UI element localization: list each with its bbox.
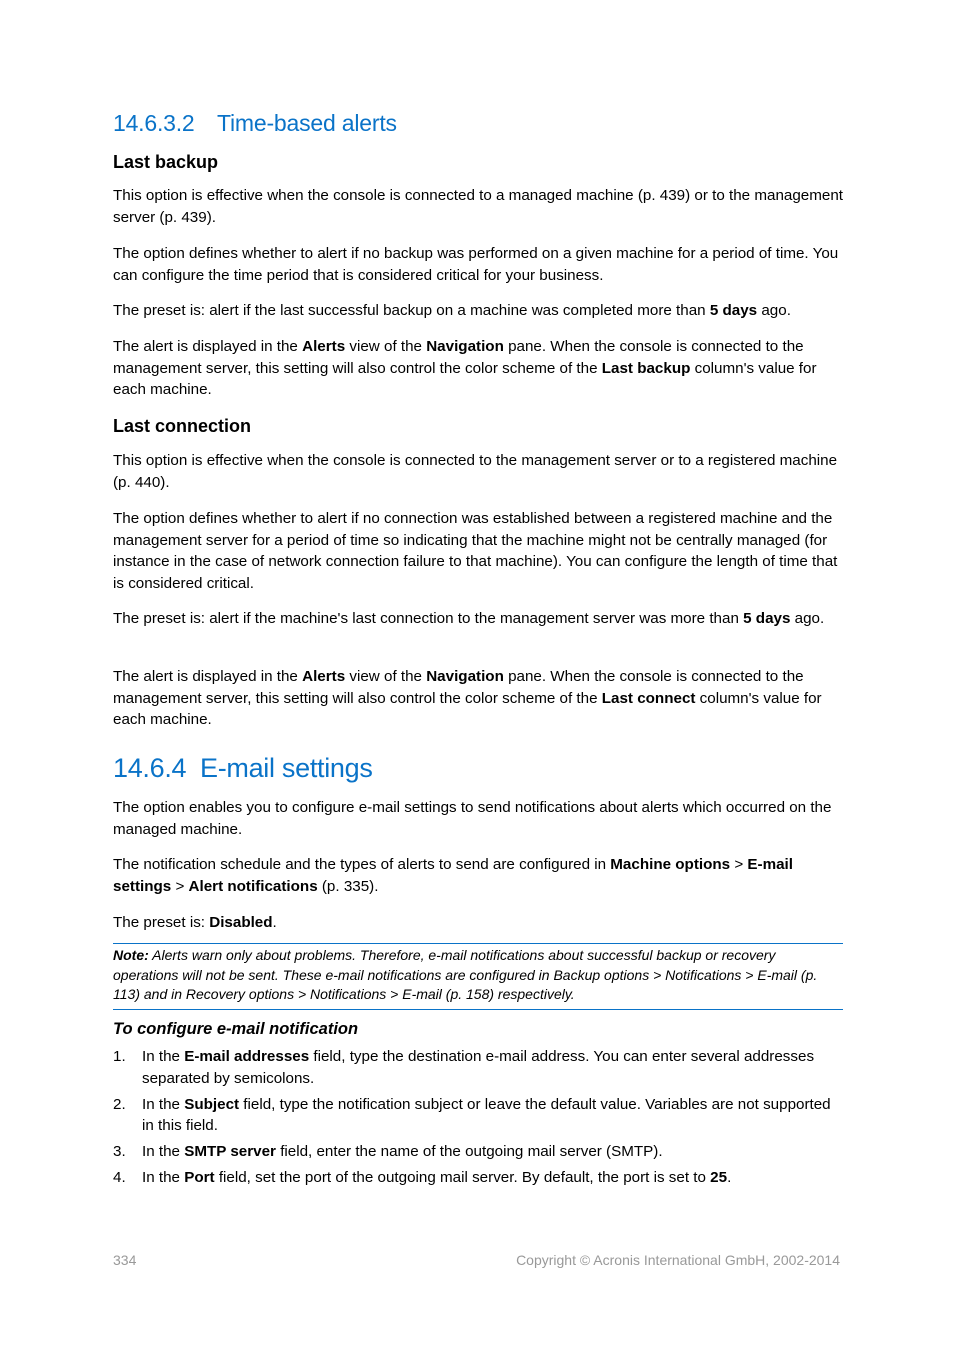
subsection-title: Time-based alerts (217, 110, 397, 136)
email-paragraph-2: The notification schedule and the types of alerts to send are configured in Machine options > E-mail settings > Alert notifications (p. 335). (113, 856, 793, 895)
procedure-steps (113, 1046, 843, 1194)
step-item: 2. In the Subject field, type the notification subject or leave the default value. Variables are not supported in this field. (113, 1095, 831, 1135)
procedure-title: To configure e-mail notification (113, 1020, 359, 1038)
section-heading (113, 753, 373, 784)
step-item: 3. In the SMTP server field, enter the name of the outgoing mail server (SMTP). (113, 1143, 663, 1161)
last-connection-heading: Last connection (113, 416, 252, 436)
last-backup-preset: The preset is: alert if the last successful backup on a machine was completed more than 5 days ago. (113, 302, 791, 319)
note-box (113, 943, 843, 1010)
subsection-number: 14.6.3.2 (113, 110, 195, 136)
copyright-footer: Copyright © Acronis International GmbH, 2002-2014 (516, 1252, 840, 1268)
note-label: Note: (113, 947, 149, 963)
section-title: E-mail settings (200, 753, 373, 783)
last-connection-paragraph-4: The alert is displayed in the Alerts view of the Navigation pane. When the console is connected to the management server, this setting will also control the color scheme of the Last connect column's value for each machine. (113, 668, 822, 729)
last-connection-paragraph-2: The option defines whether to alert if no connection was established between a registered machine and the management server for a period of time so indicating that the machine might not be centrally managed (for instance in the case of network connection failure to that machine). You can configure the length of time that is considered critical. (113, 510, 838, 592)
last-backup-paragraph-1: This option is effective when the console is connected to a managed machine (p. 439) or to the management server (p. 439). (113, 187, 844, 226)
last-backup-paragraph-2: The option defines whether to alert if no backup was performed on a given machine for a period of time. You can configure the time period that is considered critical for your business. (113, 245, 839, 284)
note-text: Alerts warn only about problems. Therefore, e-mail notifications about successful backup or recovery operations will not be sent. These e-mail notifications are configured in Backup options > Notifications > E-mail (p. 113) and in Recovery options > Notifications > E-mail (p. 158) respectively. (113, 947, 818, 1003)
last-connection-preset: The preset is: alert if the machine's last connection to the management server was more than 5 days ago. (113, 610, 825, 627)
subsection-heading (113, 110, 397, 137)
email-preset: The preset is: Disabled. (113, 914, 277, 931)
email-paragraph-1: The option enables you to configure e-mail settings to send notifications about alerts which occurred on the managed machine. (113, 799, 832, 838)
section-number: 14.6.4 (113, 753, 187, 783)
last-backup-heading: Last backup (113, 152, 219, 172)
last-connection-paragraph-1: This option is effective when the console is connected to the management server or to a registered machine (p. 440). (113, 452, 838, 491)
page-number: 334 (113, 1252, 137, 1268)
step-item: 4. In the Port field, set the port of the outgoing mail server. By default, the port is set to 25. (113, 1169, 732, 1187)
step-item: 1. In the E-mail addresses field, type the destination e-mail address. You can enter several addresses separated by semicolons. (113, 1048, 815, 1087)
last-backup-paragraph-4: The alert is displayed in the Alerts view of the Navigation pane. When the console is connected to the management server, this setting will also control the color scheme of the Last backup column's value for each machine. (113, 338, 817, 399)
